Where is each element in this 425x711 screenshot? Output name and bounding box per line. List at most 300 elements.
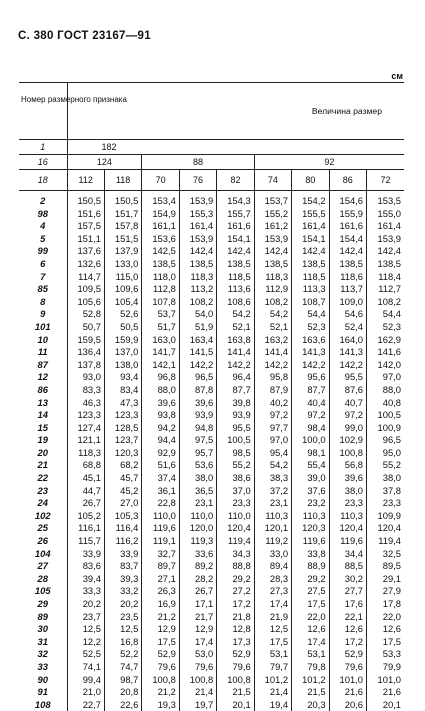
table-cell: 20,6: [329, 699, 366, 711]
table-cell: 119,4: [367, 535, 405, 548]
table-cell: 52,1: [217, 321, 254, 334]
table-cell: 21,0: [67, 686, 104, 699]
table-cell: 51,9: [179, 321, 216, 334]
table-cell: 20,8: [104, 686, 141, 699]
table-cell: 53,1: [254, 648, 291, 661]
table-cell: 87,7: [292, 384, 329, 397]
header-cell: 182: [67, 140, 404, 155]
table-cell: 53,6: [179, 459, 216, 472]
table-cell: 92,9: [142, 447, 179, 460]
size-value-header: Величина размер: [67, 83, 404, 140]
table-cell: 79,7: [254, 661, 291, 674]
table-cell: 20,2: [67, 598, 104, 611]
row-number: 104: [34, 547, 51, 559]
row-number: 31: [37, 635, 48, 647]
table-cell: 40,8: [367, 397, 405, 410]
row-number: 5: [40, 232, 46, 244]
table-cell: 50,7: [67, 321, 104, 334]
table-cell: 100,8: [329, 447, 366, 460]
table-cell: 83,7: [104, 560, 141, 573]
table-cell: 12,6: [367, 623, 405, 636]
table-cell: 154,3: [217, 195, 254, 208]
table-cell: 110,3: [292, 510, 329, 523]
table-cell: 108,2: [367, 296, 405, 309]
table-cell: 95,7: [179, 447, 216, 460]
table-cell: 23,7: [67, 611, 104, 624]
table-row: [19, 585, 404, 598]
table-cell: 20,1: [217, 699, 254, 711]
table-cell: 93,0: [67, 371, 104, 384]
table-cell: 136,4: [67, 346, 104, 359]
row-number: 98: [37, 207, 48, 219]
row-number: 32: [37, 648, 48, 660]
table-cell: 94,4: [142, 434, 179, 447]
table-cell: 93,9: [217, 409, 254, 422]
header-cell: 76: [179, 170, 216, 191]
table-cell: 95,0: [367, 447, 405, 460]
table-cell: 162,9: [367, 334, 405, 347]
header-cell: 70: [142, 170, 179, 191]
table-row: [19, 459, 404, 472]
table-cell: 113,6: [217, 283, 254, 296]
table-cell: 114,7: [67, 271, 104, 284]
page-header: С. 380 ГОСТ 23167—91: [18, 30, 151, 42]
table-cell: 79,6: [142, 661, 179, 674]
table-cell: 137,8: [67, 359, 104, 372]
table-cell: 119,3: [179, 535, 216, 548]
row-number: 23: [37, 484, 48, 496]
table-cell: 100,5: [367, 409, 405, 422]
table-row: [19, 661, 404, 674]
header-cell: 74: [254, 170, 291, 191]
table-cell: 116,2: [104, 535, 141, 548]
row-number: 4: [40, 220, 46, 232]
table-cell: 52,2: [104, 648, 141, 661]
table-cell: 110,3: [329, 510, 366, 523]
row-number: 99: [37, 245, 48, 257]
table-cell: 55,2: [367, 459, 405, 472]
table-cell: 118,3: [254, 271, 291, 284]
table-cell: 17,4: [179, 636, 216, 649]
table-cell: 29,2: [217, 573, 254, 586]
table-cell: 153,4: [142, 195, 179, 208]
row-number: 89: [37, 610, 48, 622]
table-row: [19, 447, 404, 460]
table-cell: 120,1: [254, 522, 291, 535]
table-cell: 141,3: [329, 346, 366, 359]
row-number: 26: [37, 535, 48, 547]
table-cell: 38,0: [329, 485, 366, 498]
table-cell: 68,8: [67, 459, 104, 472]
table-cell: 97,7: [254, 422, 291, 435]
table-cell: 96,8: [142, 371, 179, 384]
table-row: [19, 485, 404, 498]
table-cell: 153,9: [179, 233, 216, 246]
table-cell: 32,5: [367, 548, 405, 561]
table-cell: 53,7: [142, 308, 179, 321]
table-cell: 127,4: [67, 422, 104, 435]
table-cell: 164,0: [329, 334, 366, 347]
table-cell: 118,4: [367, 271, 405, 284]
table-cell: 89,4: [254, 560, 291, 573]
table-cell: 95,8: [254, 371, 291, 384]
table-row: [19, 283, 404, 296]
table-cell: 33,6: [179, 548, 216, 561]
table-cell: 83,3: [67, 384, 104, 397]
table-cell: 153,5: [367, 195, 405, 208]
table-cell: 109,0: [329, 296, 366, 309]
table-cell: 118,0: [142, 271, 179, 284]
table-row: [19, 220, 404, 233]
table-cell: 87,8: [179, 384, 216, 397]
row-number: 28: [37, 572, 48, 584]
table-row: [19, 371, 404, 384]
table-cell: 23,1: [179, 497, 216, 510]
table-cell: 153,7: [254, 195, 291, 208]
table-cell: 52,6: [104, 308, 141, 321]
table-header-row: [19, 83, 404, 140]
table-row: [19, 208, 404, 221]
table-row: [19, 409, 404, 422]
table-cell: 120,3: [292, 522, 329, 535]
row-number: 90: [37, 673, 48, 685]
table-cell: 27,9: [367, 585, 405, 598]
table-cell: 33,2: [104, 585, 141, 598]
table-cell: 17,3: [217, 636, 254, 649]
table-cell: 17,5: [292, 598, 329, 611]
table-cell: 19,3: [142, 699, 179, 711]
table-cell: 97,2: [329, 409, 366, 422]
table-cell: 141,4: [217, 346, 254, 359]
table-cell: 123,3: [104, 409, 141, 422]
table-cell: 142,4: [254, 245, 291, 258]
table-cell: 155,7: [217, 208, 254, 221]
table-cell: 151,6: [67, 208, 104, 221]
table-cell: 99,0: [329, 422, 366, 435]
table-row: [19, 334, 404, 347]
table-cell: 95,4: [254, 447, 291, 460]
table-row: [19, 686, 404, 699]
row-number: 87: [37, 358, 48, 370]
row-number: 21: [37, 459, 48, 471]
table-row: [19, 296, 404, 309]
table-row: [19, 359, 404, 372]
table-cell: 113,3: [292, 283, 329, 296]
table-cell: 141,3: [292, 346, 329, 359]
table-cell: 105,6: [67, 296, 104, 309]
table-cell: 19,7: [179, 699, 216, 711]
table-cell: 28,3: [254, 573, 291, 586]
header-cell: 118: [104, 170, 141, 191]
table-cell: 89,5: [367, 560, 405, 573]
table-cell: 54,2: [217, 308, 254, 321]
table-cell: 54,6: [329, 308, 366, 321]
table-cell: 157,8: [104, 220, 141, 233]
table-cell: 68,2: [104, 459, 141, 472]
row-number: 12: [37, 371, 48, 383]
table-cell: 23,3: [329, 497, 366, 510]
table-cell: 96,4: [217, 371, 254, 384]
table-cell: 142,5: [142, 245, 179, 258]
table-cell: 153,6: [142, 233, 179, 246]
table-cell: 137,0: [104, 346, 141, 359]
table-cell: 154,4: [329, 233, 366, 246]
table-cell: 154,6: [329, 195, 366, 208]
table-cell: 94,8: [179, 422, 216, 435]
table-row: [19, 245, 404, 258]
table-cell: 39,4: [67, 573, 104, 586]
table-cell: 110,0: [179, 510, 216, 523]
table-cell: 97,0: [367, 371, 405, 384]
table-cell: 153,9: [254, 233, 291, 246]
table-cell: 138,5: [217, 258, 254, 271]
table-cell: 38,3: [254, 472, 291, 485]
table-cell: 101,2: [254, 674, 291, 687]
table-cell: 96,5: [367, 434, 405, 447]
table-cell: 155,2: [254, 208, 291, 221]
table-cell: 54,4: [367, 308, 405, 321]
table-cell: 102,9: [329, 434, 366, 447]
table-cell: 12,6: [329, 623, 366, 636]
table-cell: 95,6: [292, 371, 329, 384]
table-cell: 142,4: [217, 245, 254, 258]
table-cell: 108,2: [179, 296, 216, 309]
table-cell: 163,2: [254, 334, 291, 347]
table-row: [19, 623, 404, 636]
table-cell: 22,0: [292, 611, 329, 624]
table-cell: 22,8: [142, 497, 179, 510]
table-cell: 53,1: [292, 648, 329, 661]
table-cell: 138,5: [142, 258, 179, 271]
table-cell: 112,8: [142, 283, 179, 296]
row-number: 33: [37, 660, 48, 672]
table-row: [19, 648, 404, 661]
table-cell: 154,1: [292, 233, 329, 246]
table-cell: 12,2: [67, 636, 104, 649]
table-cell: 79,8: [292, 661, 329, 674]
table-cell: 39,6: [179, 397, 216, 410]
table-row: [19, 233, 404, 246]
table-cell: 88,0: [367, 384, 405, 397]
table-cell: 29,2: [292, 573, 329, 586]
table-cell: 37,0: [217, 485, 254, 498]
table-cell: 23,5: [104, 611, 141, 624]
table-row: [19, 308, 404, 321]
table-cell: 150,5: [104, 195, 141, 208]
table-row: [19, 397, 404, 410]
table-cell: 141,6: [367, 346, 405, 359]
header-cell: 88: [142, 155, 254, 170]
table-cell: 28,2: [179, 573, 216, 586]
table-cell: 98,5: [217, 447, 254, 460]
table-cell: 12,5: [67, 623, 104, 636]
table-cell: 22,7: [67, 699, 104, 711]
table-cell: 12,5: [254, 623, 291, 636]
table-cell: 79,6: [329, 661, 366, 674]
table-cell: 137,6: [67, 245, 104, 258]
table-cell: 17,2: [329, 636, 366, 649]
row-number: 9: [40, 308, 46, 320]
table-cell: 22,6: [104, 699, 141, 711]
table-cell: 40,7: [329, 397, 366, 410]
table-cell: 100,0: [292, 434, 329, 447]
row-number: 2: [40, 195, 46, 206]
table-cell: 51,7: [142, 321, 179, 334]
table-cell: 123,3: [67, 409, 104, 422]
row-number: 91: [37, 686, 48, 698]
table-cell: 138,5: [254, 258, 291, 271]
table-cell: 161,6: [329, 220, 366, 233]
table-cell: 142,2: [217, 359, 254, 372]
row-number: 25: [37, 522, 48, 534]
table-row: [19, 472, 404, 485]
table-cell: 26,7: [67, 497, 104, 510]
table-cell: 151,7: [104, 208, 141, 221]
table-cell: 153,9: [367, 233, 405, 246]
table-cell: 74,1: [67, 661, 104, 674]
table-cell: 119,4: [217, 535, 254, 548]
table-cell: 17,8: [367, 598, 405, 611]
table-cell: 23,2: [292, 497, 329, 510]
table-cell: 119,6: [329, 535, 366, 548]
table-row: [19, 674, 404, 687]
table-cell: 55,2: [217, 459, 254, 472]
table-cell: 100,8: [142, 674, 179, 687]
table-cell: 138,5: [179, 258, 216, 271]
table-cell: 38,6: [217, 472, 254, 485]
header-cell: 82: [217, 170, 254, 191]
table-cell: 101,0: [329, 674, 366, 687]
table-cell: 163,6: [292, 334, 329, 347]
table-cell: 39,3: [104, 573, 141, 586]
table-cell: 45,2: [104, 485, 141, 498]
table-cell: 47,3: [104, 397, 141, 410]
header-cell: 112: [67, 170, 104, 191]
row-number: 14: [37, 409, 48, 421]
table-cell: 52,4: [329, 321, 366, 334]
row-number: 11: [37, 346, 48, 358]
table-cell: 100,5: [217, 434, 254, 447]
table-cell: 21,6: [329, 686, 366, 699]
table-cell: 40,4: [292, 397, 329, 410]
table-cell: 20,3: [292, 699, 329, 711]
table-cell: 17,1: [179, 598, 216, 611]
table-cell: 54,0: [179, 308, 216, 321]
table-cell: 45,1: [67, 472, 104, 485]
table-row: [19, 611, 404, 624]
table-cell: 37,4: [142, 472, 179, 485]
table-cell: 99,4: [67, 674, 104, 687]
row-number: 15: [37, 421, 48, 433]
table-cell: 27,0: [104, 497, 141, 510]
table-row: [19, 535, 404, 548]
table-cell: 93,8: [142, 409, 179, 422]
table-cell: 96,5: [179, 371, 216, 384]
table-cell: 154,1: [217, 233, 254, 246]
table-row: [19, 422, 404, 435]
table-cell: 51,6: [142, 459, 179, 472]
table-cell: 116,4: [104, 522, 141, 535]
table-cell: 88,5: [329, 560, 366, 573]
table-cell: 26,7: [179, 585, 216, 598]
table-cell: 32,7: [142, 548, 179, 561]
table-cell: 142,1: [142, 359, 179, 372]
table-cell: 112,9: [254, 283, 291, 296]
table-cell: 39,0: [292, 472, 329, 485]
table-cell: 21,4: [179, 686, 216, 699]
table-cell: 100,8: [179, 674, 216, 687]
table-cell: 97,5: [179, 434, 216, 447]
row-number: 102: [34, 509, 51, 521]
table-row: [19, 548, 404, 561]
table-cell: 52,1: [254, 321, 291, 334]
row-number: 29: [37, 598, 48, 609]
table-cell: 29,1: [367, 573, 405, 586]
table-cell: 33,9: [104, 548, 141, 561]
table-cell: 97,0: [254, 434, 291, 447]
table-row: [19, 560, 404, 573]
table-cell: 17,4: [292, 636, 329, 649]
table-cell: 34,3: [217, 548, 254, 561]
table-cell: 19,4: [254, 699, 291, 711]
row-number: 105: [34, 585, 51, 597]
table-cell: 95,5: [329, 371, 366, 384]
table-cell: 154,9: [142, 208, 179, 221]
table-cell: 87,6: [329, 384, 366, 397]
table-cell: 79,6: [179, 661, 216, 674]
table-cell: 105,2: [67, 510, 104, 523]
table-cell: 52,5: [67, 648, 104, 661]
table-cell: 89,2: [179, 560, 216, 573]
table-cell: 119,6: [142, 522, 179, 535]
table-row: [19, 510, 404, 523]
table-row: [19, 522, 404, 535]
table-cell: 16,9: [142, 598, 179, 611]
table-cell: 22,0: [367, 611, 405, 624]
table-cell: 142,0: [367, 359, 405, 372]
header-cell: 86: [329, 170, 366, 191]
table-cell: 161,4: [292, 220, 329, 233]
table-row: [19, 384, 404, 397]
table-cell: 141,7: [142, 346, 179, 359]
row-number-header: Номер размерного признака: [19, 83, 67, 140]
table-cell: 151,5: [104, 233, 141, 246]
table-cell: 17,5: [142, 636, 179, 649]
row-number: 86: [37, 383, 48, 395]
table-cell: 33,8: [292, 548, 329, 561]
table-cell: 88,9: [292, 560, 329, 573]
table-cell: 44,7: [67, 485, 104, 498]
header-row-label: 16: [19, 155, 67, 170]
table-cell: 93,4: [104, 371, 141, 384]
table-cell: 94,2: [142, 422, 179, 435]
table-cell: 33,0: [254, 548, 291, 561]
table-cell: 120,3: [104, 447, 141, 460]
table-cell: 27,1: [142, 573, 179, 586]
table-row: [19, 497, 404, 510]
table-cell: 21,4: [254, 686, 291, 699]
table-cell: 53,0: [179, 648, 216, 661]
table-cell: 105,4: [104, 296, 141, 309]
table-cell: 21,9: [254, 611, 291, 624]
table-cell: 39,8: [217, 397, 254, 410]
header-row-label: 18: [19, 170, 67, 191]
table-cell: 50,5: [104, 321, 141, 334]
table-cell: 33,9: [67, 548, 104, 561]
table-cell: 142,4: [292, 245, 329, 258]
table-cell: 118,3: [67, 447, 104, 460]
table-cell: 116,1: [67, 522, 104, 535]
